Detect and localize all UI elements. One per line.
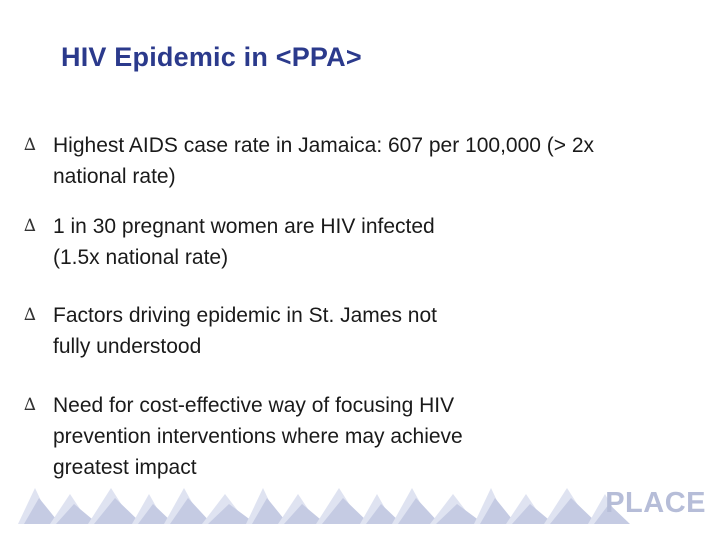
delta-bullet-icon: ∆: [24, 216, 36, 236]
delta-bullet-icon: ∆: [24, 305, 36, 325]
slide-title: HIV Epidemic in <PPA>: [61, 42, 362, 72]
delta-bullet-icon: ∆: [24, 135, 36, 155]
place-logo: PLACE: [605, 487, 706, 519]
bullet-text: Highest AIDS case rate in Jamaica: 607 per 100,000 (> 2x national rate): [53, 134, 595, 188]
bullet-text: Need for cost-effective way of focusing HIV prevention interventions where may achieve greatest impact: [53, 394, 463, 479]
bullet-text: 1 in 30 pregnant women are HIV infected (1.5x national rate): [53, 215, 435, 269]
bullet-text: Factors driving epidemic in St. James not fully understood: [53, 304, 437, 358]
delta-bullet-icon: ∆: [24, 395, 36, 415]
